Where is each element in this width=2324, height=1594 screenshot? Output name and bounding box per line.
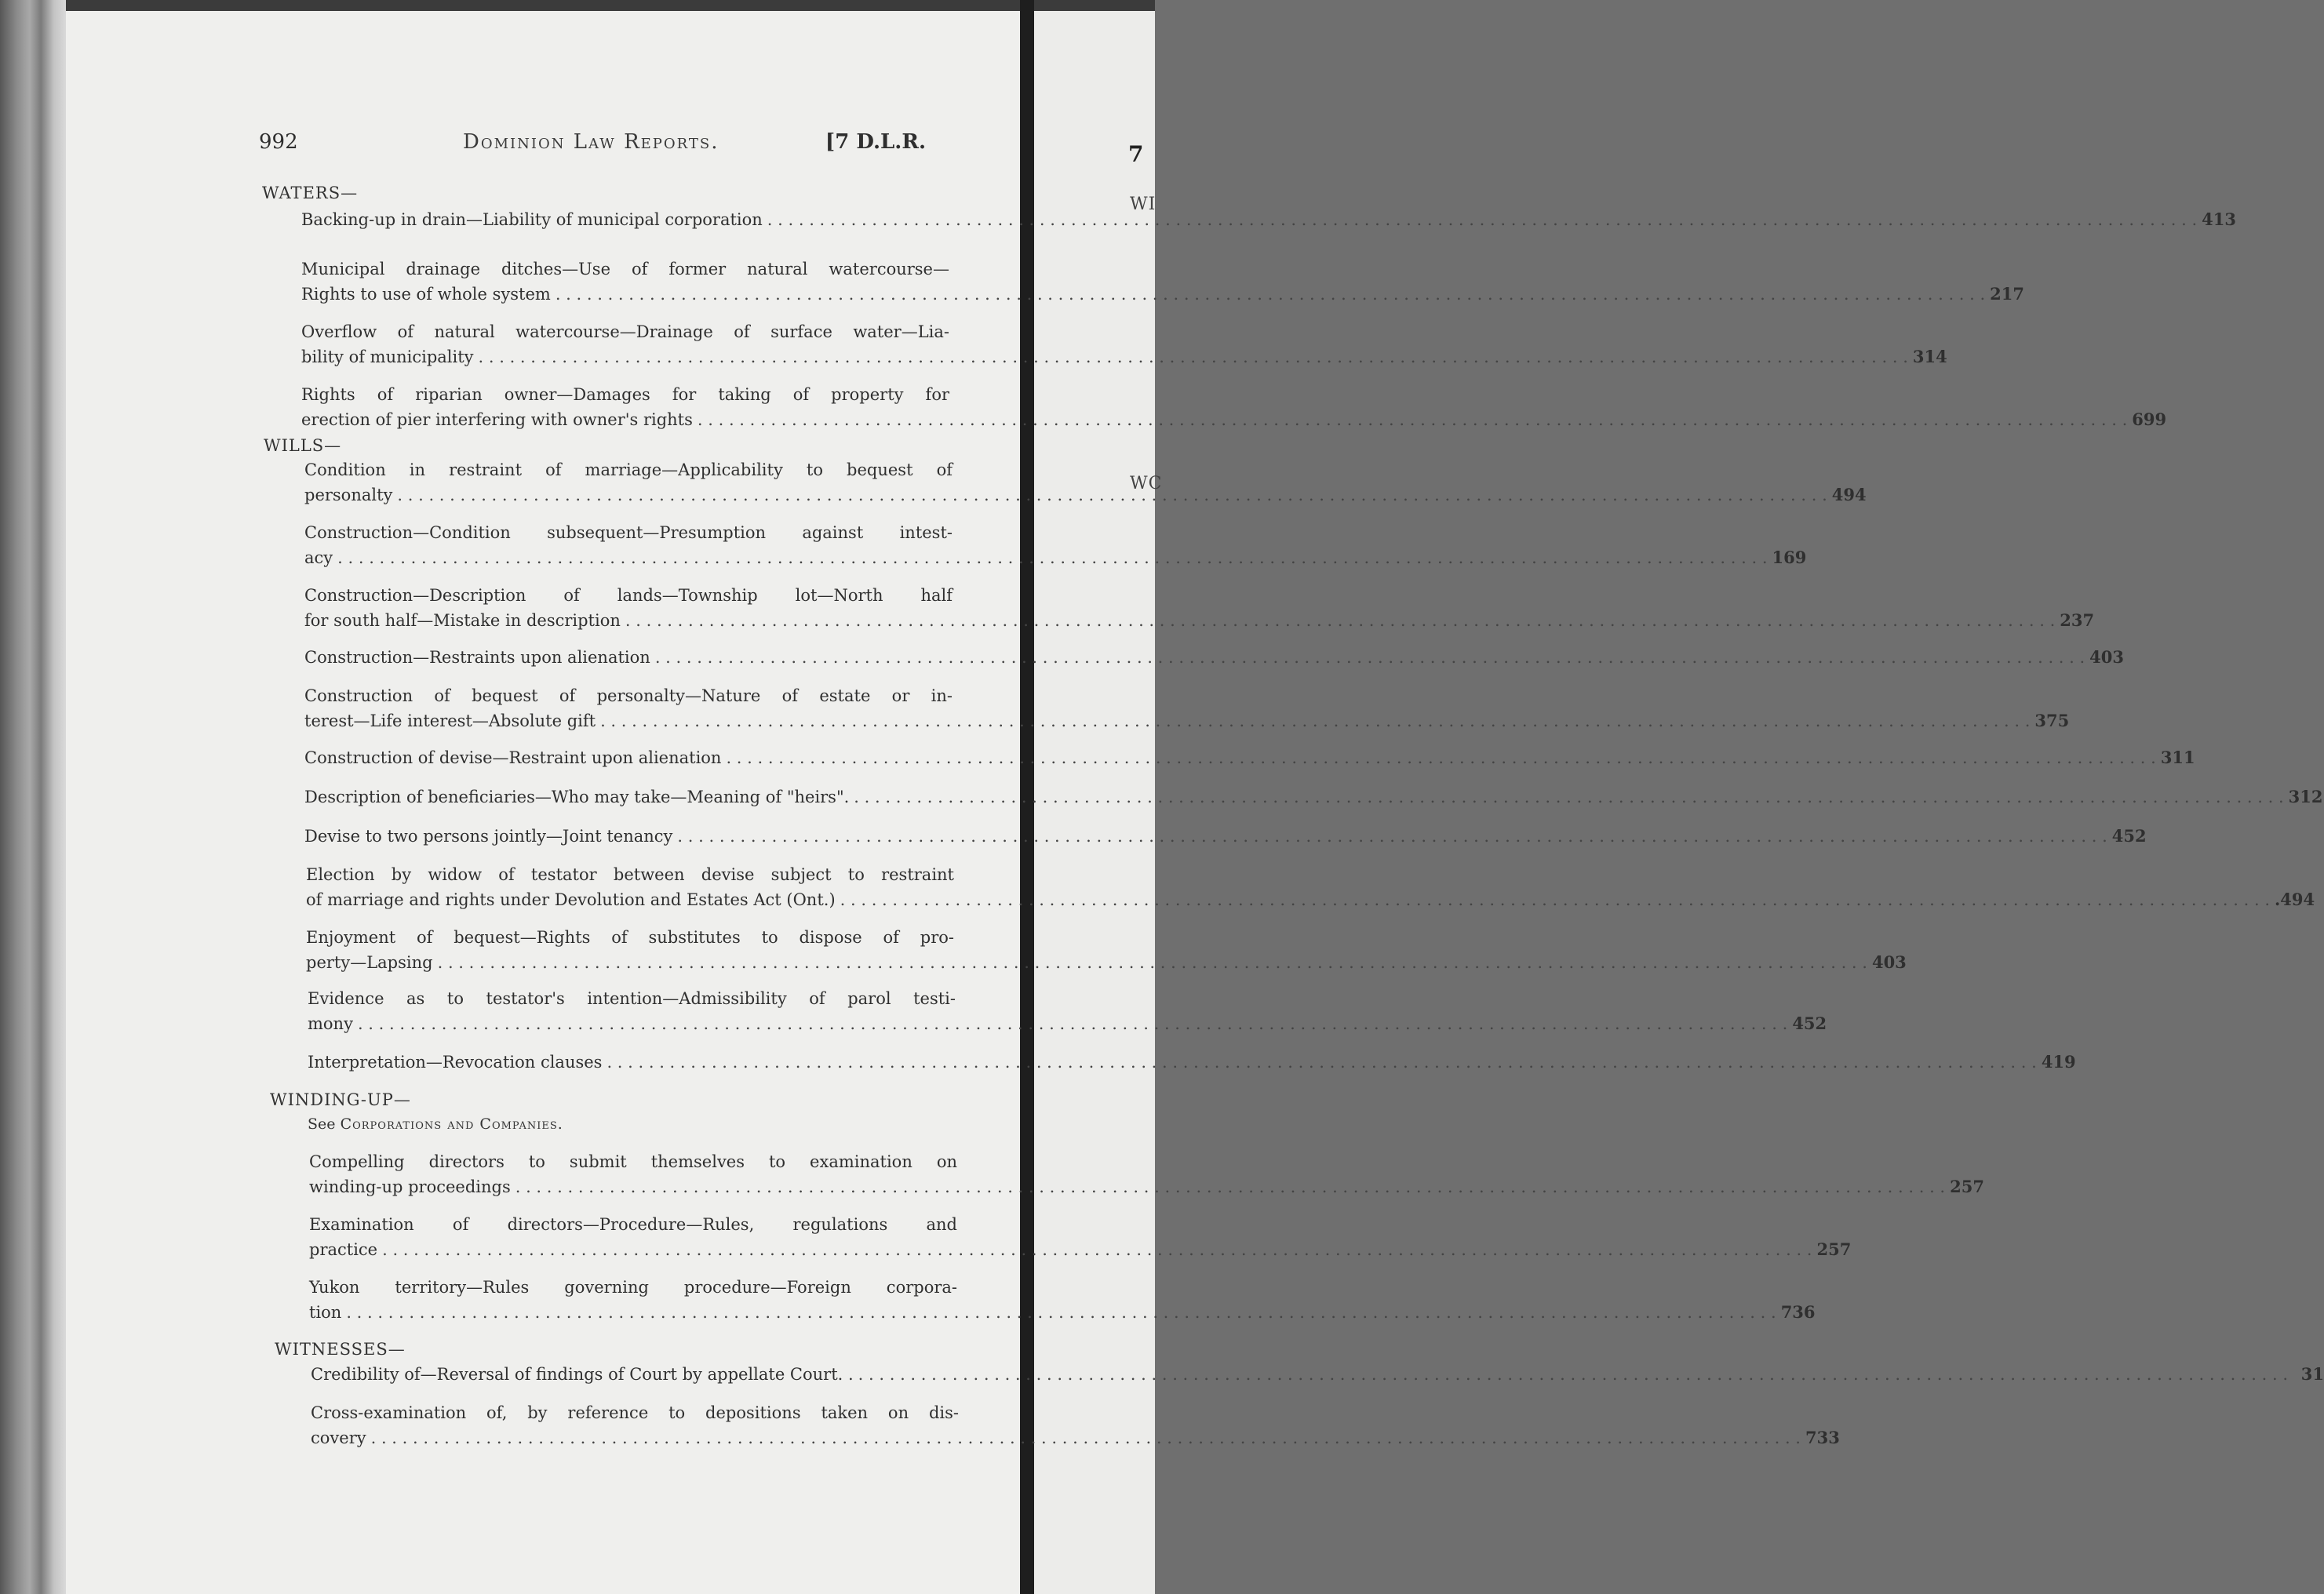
entry-text: erection of pier interfering with owner's rights: [301, 410, 693, 429]
leader-dots: [337, 546, 1767, 570]
leader-dots: [397, 483, 1827, 508]
leader-dots: [677, 824, 2107, 849]
see-prefix: See: [308, 1115, 336, 1133]
entry-page: 452: [1792, 1014, 1827, 1033]
index-entry: [304, 584, 2095, 633]
leader-dots: [606, 1050, 2036, 1075]
running-title: Dominion Law Reports.: [463, 130, 719, 154]
leader-dots: [438, 951, 1867, 975]
entry-page: 403: [1871, 952, 1907, 972]
entry-page: .494: [2275, 890, 2315, 909]
entry-page: 217: [1990, 284, 2025, 304]
entry-text: Devise to two persons jointly—Joint tenancy: [304, 827, 673, 846]
leader-dots: [840, 888, 2270, 912]
leader-dots: [358, 1012, 1787, 1036]
see-reference: Corporations and Companies.: [340, 1115, 563, 1133]
index-entry: [301, 207, 2236, 232]
entry-text: Construction—Restraints upon alienation: [304, 648, 650, 667]
entry-page: 169: [1772, 548, 1807, 567]
index-entry: [301, 383, 2167, 432]
entry-page: 311: [2160, 748, 2195, 767]
index-entry: [306, 863, 2315, 912]
entry-text: Construction—Condition subsequent—Presumption against intest-: [304, 523, 953, 542]
page-number: 992: [259, 130, 298, 154]
index-entry: [308, 1050, 2076, 1075]
section-heading: WITNESSES—: [275, 1340, 406, 1359]
leader-dots: [698, 408, 2127, 432]
index-entry: [306, 926, 1907, 975]
entry-text: Compelling directors to submit themselves to examination on: [309, 1152, 957, 1171]
leader-dots: [479, 345, 1908, 369]
cross-reference: [308, 1115, 563, 1133]
volume-label: [7 D.L.R.: [825, 130, 926, 154]
section-heading: WINDING-UP—: [270, 1090, 411, 1109]
leader-dots: [371, 1426, 1801, 1450]
facing-page-fragment: WC: [1130, 474, 1163, 493]
entry-text: Cross-examination of, by reference to depositions taken on dis-: [311, 1403, 959, 1422]
entry-text: personalty: [304, 486, 393, 504]
entry-text: Overflow of natural watercourse—Drainage of surface water—Lia-: [301, 322, 949, 341]
index-entry: [309, 1213, 1852, 1262]
entry-text: Construction of devise—Restraint upon alienation: [304, 748, 722, 767]
facing-page-fragment: WI: [1130, 195, 1157, 214]
entry-text: bility of municipality: [301, 348, 474, 366]
index-entry: [301, 257, 2025, 307]
entry-text: for south half—Mistake in description: [304, 611, 621, 630]
entry-text: practice: [309, 1240, 378, 1259]
entry-text: terest—Life interest—Absolute gift: [304, 711, 596, 730]
index-entry: [304, 521, 1807, 570]
entry-page: 452: [2111, 826, 2147, 846]
entry-page: 699: [2132, 409, 2167, 429]
entry-page: 314: [1912, 347, 1947, 366]
entry-text: Rights of riparian owner—Damages for taking of property for: [301, 385, 949, 404]
entry-text: Description of beneficiaries—Who may take—Meaning of "heirs".: [304, 788, 850, 806]
leader-dots: [767, 208, 2197, 232]
entry-text: mony: [308, 1014, 353, 1033]
entry-text: Election by widow of testator between devise subject to restraint: [306, 865, 954, 884]
book-binding-edge: [0, 0, 66, 1594]
facing-page-header: 7: [1128, 141, 1145, 167]
section-heading: WATERS—: [262, 184, 359, 202]
index-entry: [304, 645, 2125, 670]
entry-page: 736: [1780, 1302, 1816, 1322]
index-entry: [304, 684, 2070, 733]
leader-dots: [515, 1175, 1945, 1199]
entry-page: 413: [2202, 209, 2236, 229]
leader-dots: [854, 785, 2283, 810]
entry-text: Condition in restraint of marriage—Applicability to bequest of: [304, 460, 953, 479]
entry-page: 375: [2034, 711, 2070, 730]
entry-text: Construction—Description of lands—Township lot—North half: [304, 586, 953, 605]
entry-page: 237: [2060, 610, 2095, 630]
index-entry: [309, 1276, 1816, 1325]
entry-text: winding-up proceedings: [309, 1177, 511, 1196]
entry-text: Rights to use of whole system: [301, 285, 551, 304]
index-entry: [311, 1362, 2324, 1387]
entry-page: 419: [2041, 1052, 2076, 1072]
entry-page: 312: [2288, 787, 2323, 806]
entry-text: covery: [311, 1428, 366, 1447]
entry-page: 31: [2300, 1364, 2324, 1384]
entry-text: Examination of directors—Procedure—Rules, regulations and: [309, 1215, 957, 1234]
entry-text: Credibility of—Reversal of findings of Court by appellate Court. .: [311, 1365, 854, 1384]
index-entry: [304, 824, 2147, 849]
leader-dots: [655, 646, 2085, 670]
entry-text: perty—Lapsing: [306, 953, 433, 972]
entry-text: Interpretation—Revocation clauses: [308, 1053, 603, 1072]
index-entry: [304, 784, 2323, 810]
entry-text: Enjoyment of bequest—Rights of substitutes to dispose of pro-: [306, 928, 954, 947]
entry-page: 257: [1816, 1239, 1852, 1259]
section-heading: WILLS—: [264, 436, 342, 455]
index-entry: [304, 745, 2195, 770]
leader-dots: [858, 1363, 2288, 1387]
entry-text: Yukon territory—Rules governing procedure—Foreign corpora-: [309, 1278, 957, 1297]
entry-text: Municipal drainage ditches—Use of former natural watercourse—: [301, 260, 949, 278]
entry-text: acy: [304, 548, 333, 567]
entry-page: 257: [1950, 1177, 1984, 1196]
leader-dots: [726, 746, 2155, 770]
entry-page: 733: [1805, 1428, 1840, 1447]
leader-dots: [556, 282, 1985, 307]
entry-text: Evidence as to testator's intention—Admissibility of parol testi-: [308, 989, 956, 1008]
index-entry: [311, 1401, 1840, 1450]
index-entry: [301, 320, 1947, 369]
page-header: [259, 130, 926, 162]
entry-text: of marriage and rights under Devolution and Estates Act (Ont.): [306, 890, 836, 909]
index-entry: [308, 987, 1827, 1036]
entry-text: Construction of bequest of personalty—Nature of estate or in-: [304, 686, 953, 705]
entry-text: tion: [309, 1303, 342, 1322]
entry-text: Backing-up in drain—Liability of municipal corporation: [301, 210, 763, 229]
index-entry: [309, 1150, 1984, 1199]
entry-page: 494: [1831, 485, 1867, 504]
entry-page: 403: [2089, 647, 2125, 667]
leader-dots: [625, 609, 2055, 633]
leader-dots: [346, 1301, 1776, 1325]
leader-dots: [382, 1238, 1812, 1262]
leader-dots: [600, 709, 2030, 733]
